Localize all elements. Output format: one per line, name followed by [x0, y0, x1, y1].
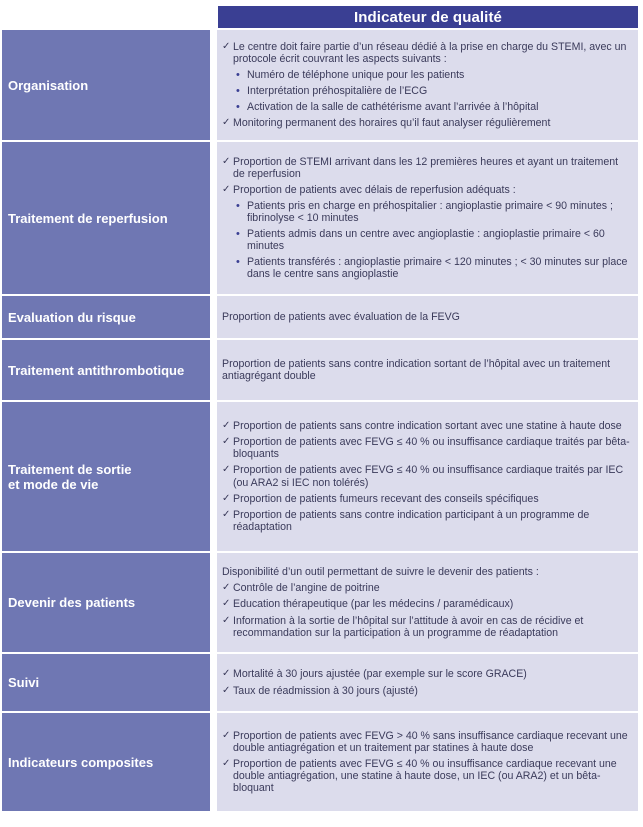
bullet-icon: • — [236, 256, 240, 269]
checklist-item — [222, 420, 632, 432]
checklist-item — [222, 582, 632, 594]
checklist-item — [222, 493, 632, 505]
item-text: Patients admis dans un centre avec angioplastie : angioplastie primaire < 60 minutes — [247, 228, 605, 253]
checkmark-icon: ✓ — [222, 582, 231, 594]
checklist-item — [222, 156, 632, 180]
bullet-icon: • — [236, 199, 240, 212]
item-text: Proportion de patients sans contre indication participant à un programme de réadaptation — [233, 508, 590, 533]
item-text: Information à la sortie de l’hôpital sur l’attitude à avoir en cas de récidive et recommandation sur la participation à un programme de réadaptation — [233, 614, 584, 639]
checklist-item — [222, 464, 632, 488]
row-label: Evaluation du risque — [2, 296, 210, 338]
table-row — [2, 30, 638, 140]
checkmark-icon: ✓ — [222, 614, 231, 626]
row-content — [217, 30, 638, 140]
item-text: Patients pris en charge en préhospitalier : angioplastie primaire < 90 minutes ; fibrinolyse < 10 minutes — [247, 199, 613, 224]
item-text: Proportion de patients avec FEVG ≤ 40 % ou insuffisance cardiaque traités par IEC (ou ARA2 si IEC non tolérés) — [233, 464, 624, 489]
row-content — [217, 296, 638, 338]
checklist-item — [222, 41, 632, 65]
checkmark-icon: ✓ — [222, 757, 231, 769]
bullet-icon: • — [236, 68, 240, 81]
item-text: Proportion de patients fumeurs recevant des conseils spécifiques — [233, 492, 539, 505]
item-text: Monitoring permanent des horaires qu’il faut analyser régulièrement — [233, 117, 551, 130]
checkmark-icon: ✓ — [222, 684, 231, 696]
item-text: Mortalité à 30 jours ajustée (par exemple sur le score GRACE) — [233, 668, 527, 681]
checkmark-icon: ✓ — [222, 183, 231, 195]
item-text: Interprétation préhospitalière de l’ECG — [247, 85, 428, 97]
header-spacer — [2, 6, 217, 28]
row-label: Traitement antithrombotique — [2, 340, 210, 400]
table-row — [2, 402, 638, 551]
checklist-item — [222, 668, 632, 680]
item-text: Education thérapeutique (par les médecins / paramédicaux) — [233, 598, 514, 611]
bullet-item — [222, 200, 632, 224]
row-content — [217, 553, 638, 652]
checkmark-icon: ✓ — [222, 729, 231, 741]
item-text: Taux de réadmission à 30 jours (ajusté) — [233, 684, 418, 697]
bullet-icon: • — [236, 228, 240, 241]
item-text: Proportion de patients sans contre indication sortant avec une statine à haute dose — [233, 420, 622, 433]
row-label: Devenir des patients — [2, 553, 210, 652]
bullet-item — [222, 256, 632, 280]
table-row — [2, 142, 638, 294]
checkmark-icon: ✓ — [222, 598, 231, 610]
checkmark-icon: ✓ — [222, 420, 231, 432]
checklist-item — [222, 758, 632, 794]
row-label: Organisation — [2, 30, 210, 140]
checkmark-icon: ✓ — [222, 40, 231, 52]
header-title: Indicateur de qualité — [218, 6, 638, 28]
table-row — [2, 340, 638, 400]
item-text: Contrôle de l’angine de poitrine — [233, 582, 380, 595]
item-text: Proportion de patients avec FEVG ≤ 40 % ou insuffisance cardiaque recevant une double antiagrégation, une statine à haute dose, un IEC (ou ARA2) et un bêta-bloquant — [233, 757, 617, 795]
table-row — [2, 654, 638, 711]
item-text: Numéro de téléphone unique pour les patients — [247, 68, 465, 81]
row-content — [217, 402, 638, 551]
checklist-item — [222, 730, 632, 754]
item-text: Proportion de STEMI arrivant dans les 12 premières heures et ayant un traitement de reperfusion — [233, 155, 619, 180]
bullet-item — [222, 228, 632, 252]
checkmark-icon: ✓ — [222, 508, 231, 520]
table-row — [2, 553, 638, 652]
checkmark-icon: ✓ — [222, 668, 231, 680]
bullet-item — [222, 101, 632, 113]
item-text: Proportion de patients avec FEVG > 40 % sans insuffisance cardiaque recevant une double antiagrégation et un traitement par statines à haute dose — [233, 729, 628, 754]
bullet-icon: • — [236, 101, 240, 114]
row-content — [217, 340, 638, 400]
checklist-item — [222, 436, 632, 460]
bullet-item — [222, 85, 632, 97]
checkmark-icon: ✓ — [222, 492, 231, 504]
checkmark-icon: ✓ — [222, 436, 231, 448]
row-label: Traitement de reperfusion — [2, 142, 210, 294]
bullet-item — [222, 69, 632, 81]
indicator-text: Disponibilité d’un outil permettant de suivre le devenir des patients : — [222, 566, 539, 579]
checklist-item — [222, 117, 632, 129]
checklist-item — [222, 509, 632, 533]
checklist-item — [222, 615, 632, 639]
row-label: Suivi — [2, 654, 210, 711]
item-text: Activation de la salle de cathétérisme avant l’arrivée à l’hôpital — [247, 101, 539, 114]
item-text: Patients transférés : angioplastie primaire < 120 minutes ; < 30 minutes sur place dans le centre sans angioplastie — [247, 256, 628, 281]
indicator-text: Proportion de patients sans contre indication sortant de l’hôpital avec un traitement antiagrégant double — [222, 357, 611, 382]
row-label: Indicateurs composites — [2, 713, 210, 811]
table-header — [2, 6, 638, 28]
checklist-item — [222, 685, 632, 697]
indicator-text: Proportion de patients avec évaluation de la FEVG — [222, 310, 460, 323]
checkmark-icon: ✓ — [222, 155, 231, 167]
table-row — [2, 713, 638, 811]
quality-indicator-table — [2, 6, 638, 811]
checklist-item — [222, 598, 632, 610]
row-content — [217, 713, 638, 811]
item-text: Proportion de patients avec délais de reperfusion adéquats : — [233, 183, 516, 196]
checkmark-icon: ✓ — [222, 464, 231, 476]
item-text: Proportion de patients avec FEVG ≤ 40 % ou insuffisance cardiaque traités par bêta-bloquants — [233, 436, 630, 461]
checklist-item — [222, 184, 632, 196]
row-label: Traitement de sortie et mode de vie — [2, 402, 210, 551]
bullet-icon: • — [236, 85, 240, 97]
checkmark-icon: ✓ — [222, 117, 231, 129]
row-content — [217, 142, 638, 294]
table-row — [2, 296, 638, 338]
item-text: Le centre doit faire partie d’un réseau dédié à la prise en charge du STEMI, avec un protocole écrit couvrant les aspects suivants : — [233, 40, 627, 65]
row-content — [217, 654, 638, 711]
